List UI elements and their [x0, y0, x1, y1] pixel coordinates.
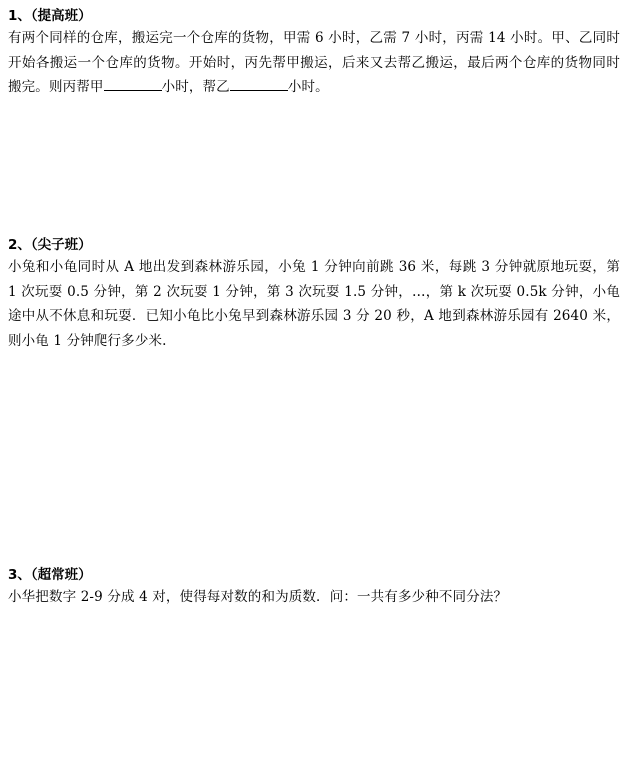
problem-1-text [8, 26, 620, 100]
answer-blank-2[interactable] [230, 76, 288, 91]
problem-2-level: （尖子班） [30, 237, 92, 253]
problem-1-text-part-3: 小时。 [287, 79, 329, 95]
problem-2-text: 小兔和小龟同时从 A 地出发到森林游乐园，小兔 1 分钟向前跳 36 米，每跳 3 分钟就原地玩耍，第 1 次玩耍 0.5 分钟，第 2 次玩耍 1 分钟，第 3 次玩耍 1.5 分钟，…，第 k 次玩耍 0.5k 分钟，小龟途中从不休息和玩耍．已知小龟比小兔早到森林游乐园 3 分 20 秒，A 地到森林游乐园有 2640 米，则小龟 1 分钟爬行多少米. [8, 259, 620, 349]
problem-1-number: 1、 [8, 8, 31, 24]
problem-1-text-part-1: 有两个同样的仓库，搬运完一个仓库的货物，甲需 6 小时，乙需 7 小时，丙需 14 小时。甲、乙同时开始各搬运一个仓库的货物。开始时，丙先帮甲搬运，后来又去帮乙搬运，最后两个仓库的货物同时搬完。则丙帮甲 [8, 30, 620, 95]
problem-2-number: 2、 [8, 237, 31, 253]
problem-1 [8, 6, 620, 100]
problem-1-heading [8, 6, 620, 26]
problem-3-text: 小华把数字 2-9 分成 4 对，使得每对数的和为质数．问：一共有多少种不同分法？ [8, 589, 508, 605]
problem-3 [8, 565, 620, 610]
problem-3-number: 3、 [8, 567, 31, 583]
problem-2-heading [8, 235, 620, 255]
problem-1-text-part-2: 小时，帮乙 [161, 79, 230, 95]
answer-blank-1[interactable] [104, 76, 162, 91]
problem-2 [8, 235, 620, 353]
problem-3-level: （超常班） [30, 567, 92, 583]
problem-1-level: （提高班） [30, 8, 92, 24]
problem-3-heading [8, 565, 620, 585]
